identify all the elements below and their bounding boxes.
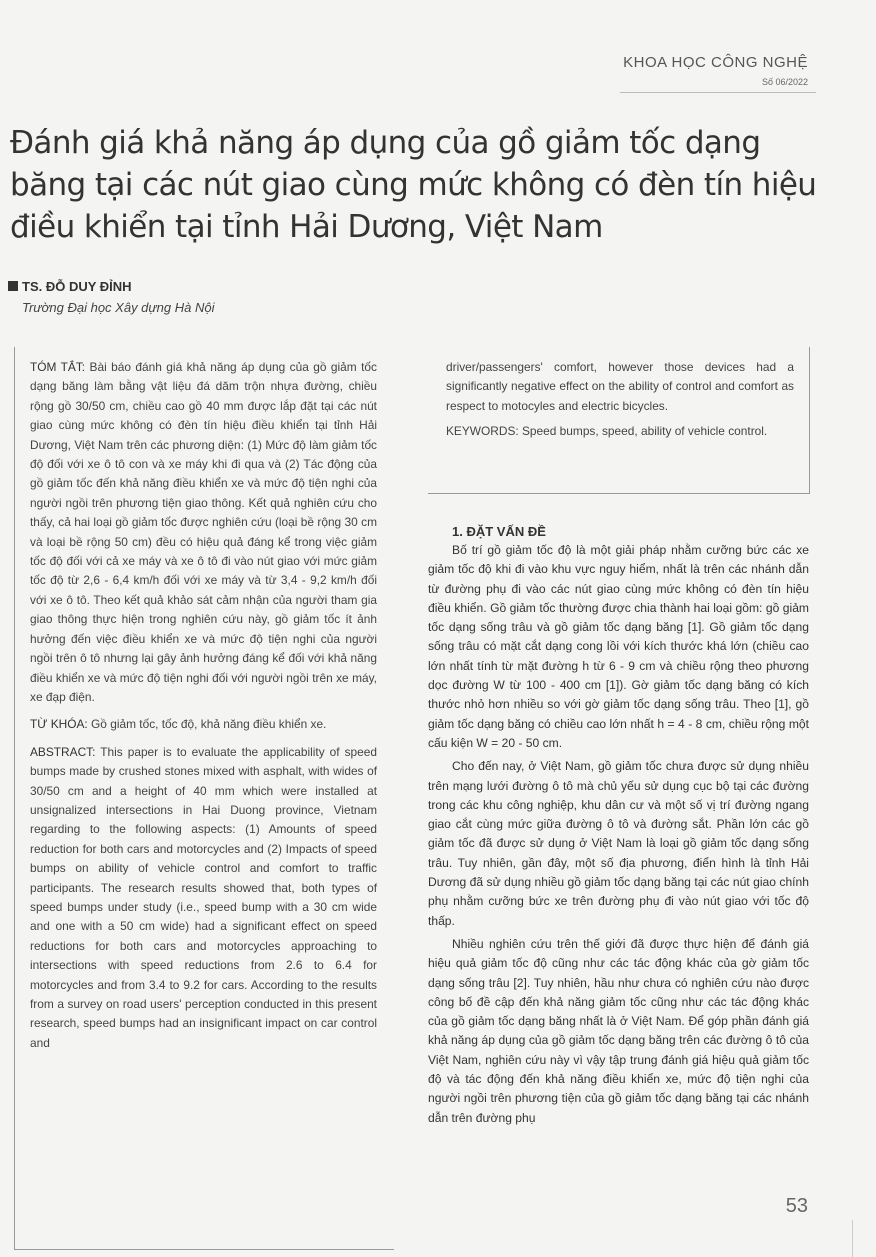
abstract-vi-text: Bài báo đánh giá khả năng áp dụng của gồ giảm tốc dạng băng làm bằng vật liệu đá dăm trộn nhựa đường, chiều rộng gồ 30/50 cm, chiều cao gồ 40 mm được lắp đặt tại các nút giao cùng mức không có đèn tín hiệu điều khiển tại tỉnh Hải Dương, Việt Nam trên các phương diện: (1) Mức độ làm giảm tốc độ đối với xe ô tô con và xe máy khi đi qua và (2) Tác động của gồ giảm tốc đến khả năng điều khiển xe và mức độ tiện nghi của người ngồi trên phương tiện giao thông. Kết quả nghiên cứu cho thấy, cả hai loại gồ giảm tốc được nghiên cứu (loại bề rộng 30 cm và loại bề rộng 50 cm) đều có hiệu quả đáng kể trong việc giảm tốc độ đối với cả xe máy và xe ô tô đi vào nút giao với mức giảm tốc độ từ 2,6 - 6,4 km/h đối với xe máy và từ 3,4 - 9,2 km/h đối với xe ô tô. Theo kết quả khảo sát cảm nhận của người tham gia giao thông thực hiện trong nghiên cứu này, gồ giảm tốc ít ảnh hưởng đến việc điều khiển xe và mức độ tiện nghi của người ngồi trên ô tô nhưng lại gây ảnh hưởng đáng kể đối với khả năng điều khiển xe và mức độ tiện nghi đối với người ngồi trên xe máy, xe đạp điện.	[30, 360, 377, 704]
abstract-vi	[30, 358, 377, 707]
keywords-en-label: KEYWORDS:	[446, 424, 519, 439]
header-divider	[620, 92, 816, 93]
body-paragraph: Cho đến nay, ở Việt Nam, gồ giảm tốc chưa được sử dụng nhiều trên mạng lưới đường ô tô mà chủ yếu sử dụng cục bộ tại các đường trong các khu công nghiệp, khu dân cư và một số vị trí đường ngang giao cắt cùng mức giữa đường ô tô và đường sắt. Phần lớn các gồ giảm tốc đã được sử dụng ở Việt Nam là loại gồ giảm tốc dạng sống trâu. Tuy nhiên, gần đây, một số địa phương, điển hình là tỉnh Hải Dương đã sử dụng nhiều gồ giảm tốc dạng băng tại các nút giao chính phụ nhằm cưỡng bức xe trên đường phụ đi vào nút giao với tốc độ thấp.	[428, 759, 809, 928]
abstract-en	[30, 743, 377, 1054]
keywords-vi-label: TỪ KHÓA:	[30, 717, 88, 732]
body-paragraph: Nhiều nghiên cứu trên thế giới đã được thực hiện để đánh giá hiệu quả giảm tốc độ cũng như các tác động khác của gờ giảm tốc dạng sống trâu [2]. Tuy nhiên, hầu như chưa có nghiên cứu nào được công bố đề cập đến khả năng giảm tốc cũng như các tác động khác của gồ giảm tốc dạng băng nhất là ở Việt Nam. Để góp phần đánh giá khả năng áp dụng của gồ giảm tốc dạng băng trên các đường ô tô của Việt Nam, nghiên cứu này vì vậy tập trung đánh giá hiệu quả giảm tốc độ và tác động đến khả năng điều khiển xe, mức độ tiện nghi của người ngồi trên phương tiện của gồ giảm tốc dạng băng tại các nhánh dẫn trên đường phụ	[428, 936, 809, 1125]
page-number: 53	[785, 1195, 808, 1217]
section-1	[428, 522, 809, 1132]
abstract-en-label: ABSTRACT:	[30, 744, 96, 759]
body-paragraph: Bố trí gồ giảm tốc độ là một giải pháp nhằm cưỡng bức các xe giảm tốc độ khi đi vào khu vực nguy hiểm, nhất là trên các nhánh dẫn từ đường phụ đi vào các nút giao cùng mức không có đèn tín hiệu điều khiển. Gồ giảm tốc thường được chia thành hai loại gồm: gồ giảm tốc dạng sống trâu và gồ giảm tốc dạng băng [1]. Gồ giảm tốc dạng sống trâu có mặt cắt dạng cong lồi với kích thước khá lớn (chiều cao lớn nhất tính từ mặt đường h từ 6 - 9 cm và chiều rộng theo phương dọc đường W từ 100 - 400 cm [1]). Gờ giảm tốc dạng băng có kích thước nhỏ hơn nhiều so với gờ giảm tốc dạng sống trâu. Theo [1], gồ giảm tốc dạng băng có chiều cao lớn nhất h = 4 - 8 cm, chiều rộng một cấu kiện W = 20 - 50 cm.	[428, 543, 809, 750]
keywords-en-text: Speed bumps, speed, ability of vehicle control.	[522, 424, 768, 439]
abstract-en-text-part2: driver/passengers' comfort, however those devices had a significantly negative effect on the ability of control and comfort as respect to motocyles and electric bicycles.	[446, 360, 794, 413]
abstract-column	[30, 358, 377, 1061]
author-name: TS. ĐỖ DUY ĐỈNH	[22, 279, 132, 294]
abstract-en-text-part1: This paper is to evaluate the applicability of speed bumps made by crushed stones mixed with asphalt, with wides of 30/50 cm and a height of 40 mm which were installed at unsignalized intersections in Hai Duong province, Vietnam regarding to the following aspects: (1) Amounts of speed reduction for both cars and motorcycles and (2) Impacts of speed bumps on ability of vehicle control and comfort to traffic participants. The research results showed that, both types of speed bumps under study (i.e., speed bump with a 30 cm wide and one with a 50 cm wide) had a significant effect on speed reductions for both cars and motorcycles approaching to intersections with speed reductions from 2.6 to 6.4 for motorcycles and from 3.4 to 9.2 for cars. According to the results from a survey on road users' perception conducted in this present research, speed bumps had an insignificant impact on car control and	[30, 744, 378, 1050]
abstract-continuation	[446, 358, 794, 448]
section-heading: 1. ĐẶT VẤN ĐỀ	[452, 524, 546, 539]
keywords-vi	[30, 715, 377, 734]
abstract-vi-label: TÓM TẮT:	[30, 360, 86, 374]
author-bullet-icon	[8, 281, 18, 291]
margin-rule	[852, 1220, 853, 1257]
issue-number: Số 06/2022	[761, 77, 808, 87]
author-affiliation: Trường Đại học Xây dựng Hà Nội	[22, 300, 215, 315]
journal-section-title: KHOA HỌC CÔNG NGHỆ	[623, 54, 808, 71]
keywords-vi-text: Gồ giảm tốc, tốc độ, khả năng điều khiển xe.	[91, 717, 327, 732]
article-title: Đánh giá khả năng áp dụng của gồ giảm tốc dạng băng tại các nút giao cùng mức không có đèn tín hiệu điều khiển tại tỉnh Hải Dương, Việt Nam	[10, 125, 817, 245]
keywords-en	[446, 422, 794, 441]
